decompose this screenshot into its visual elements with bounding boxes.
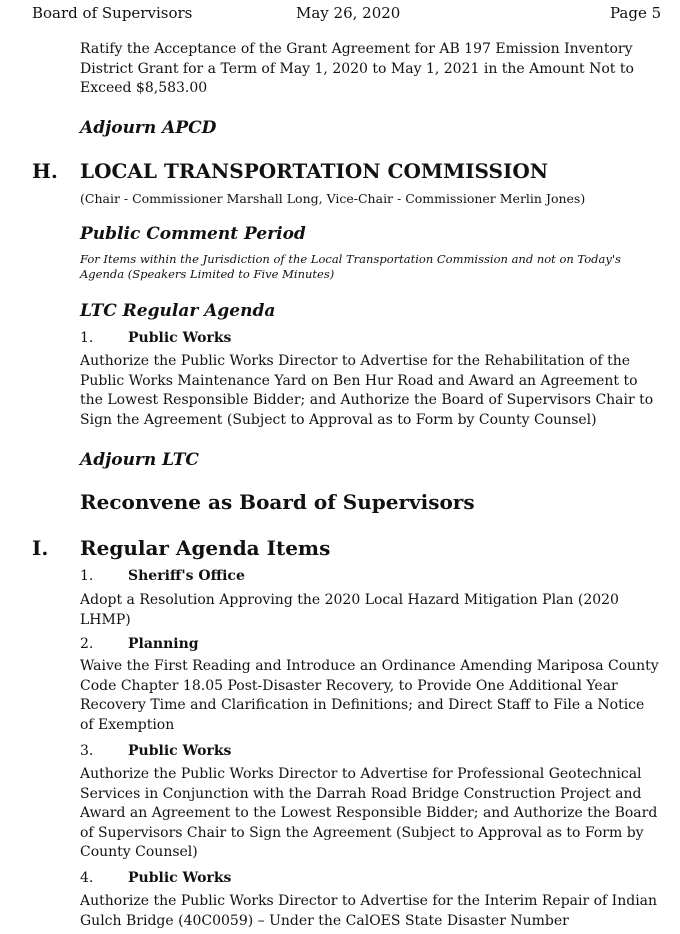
section-i-title: Regular Agenda Items xyxy=(80,536,331,560)
ltc-item-1-heading xyxy=(80,329,231,347)
regular-item-3-text: Authorize the Public Works Director to Advertise for Professional Geotechnical Services in Conjunction with the Darrah Road Bridge Construction Project and Award an Agreement to the Lowest Responsible Bidder; and Authorize the Board of Supervisors Chair to Sign the Agreement (Subject to Approval as to Form by County Counsel) xyxy=(80,766,658,860)
regular-item-2-text: Waive the First Reading and Introduce an Ordinance Amending Mariposa County Code Chapter 18.05 Post-Disaster Recovery, to Provide One Additional Year Recovery Time and Clarification in Definitions; and Direct Staff to File a Notice of Exemption xyxy=(80,658,659,733)
apcd-continued-item-text: Ratify the Acceptance of the Grant Agreement for AB 197 Emission Inventory District Grant for a Term of May 1, 2020 to May 1, 2021 in the Amount Not to Exceed $8,583.00 xyxy=(80,41,634,96)
item-number: 1. xyxy=(80,330,94,346)
section-h-letter: H. xyxy=(32,159,58,183)
section-h-title: LOCAL TRANSPORTATION COMMISSION xyxy=(80,159,549,183)
item-department: Public Works xyxy=(128,870,232,886)
ltc-regular-agenda-heading: LTC Regular Agenda xyxy=(80,301,276,321)
item-number: 3. xyxy=(80,743,94,759)
ltc-item-1-text: Authorize the Public Works Director to Advertise for the Rehabilitation of the Public Works Maintenance Yard on Ben Hur Road and Award an Agreement to the Lowest Responsible Bidder; and Authorize the Board of Supervisors Chair to Sign the Agreement (Subject to Approval as to Form by County Counsel) xyxy=(80,353,654,428)
item-number: 2. xyxy=(80,636,94,652)
regular-item-3-heading xyxy=(80,742,231,760)
header-page-number: Page 5 xyxy=(610,4,662,22)
item-number: 1. xyxy=(80,568,94,584)
adjourn-apcd-heading: Adjourn APCD xyxy=(80,118,217,138)
public-comment-heading: Public Comment Period xyxy=(80,224,306,244)
header-date: May 26, 2020 xyxy=(296,4,401,22)
regular-item-4-heading xyxy=(80,869,231,887)
header-body-name: Board of Supervisors xyxy=(32,4,193,22)
public-comment-note: For Items within the Jurisdiction of the Local Transportation Commission and not on Today's Agenda (Speakers Limited to Five Minutes) xyxy=(80,252,621,281)
regular-item-2-heading xyxy=(80,635,199,653)
ltc-chairs-line: (Chair - Commissioner Marshall Long, Vice-Chair - Commissioner Merlin Jones) xyxy=(80,191,586,206)
item-department: Public Works xyxy=(128,330,232,346)
item-department: Planning xyxy=(128,636,199,652)
regular-item-4-text: Authorize the Public Works Director to Advertise for the Interim Repair of Indian Gulch Bridge (40C0059) – Under the CalOES State Disaster Number xyxy=(80,893,658,929)
reconvene-heading: Reconvene as Board of Supervisors xyxy=(80,490,475,514)
section-i-letter: I. xyxy=(32,536,49,560)
item-department: Public Works xyxy=(128,743,232,759)
regular-item-1-heading xyxy=(80,567,245,585)
item-number: 4. xyxy=(80,870,94,886)
regular-item-1-text: Adopt a Resolution Approving the 2020 Local Hazard Mitigation Plan (2020 LHMP) xyxy=(80,592,619,628)
item-department: Sheriff's Office xyxy=(128,568,245,584)
adjourn-ltc-heading: Adjourn LTC xyxy=(80,450,199,470)
